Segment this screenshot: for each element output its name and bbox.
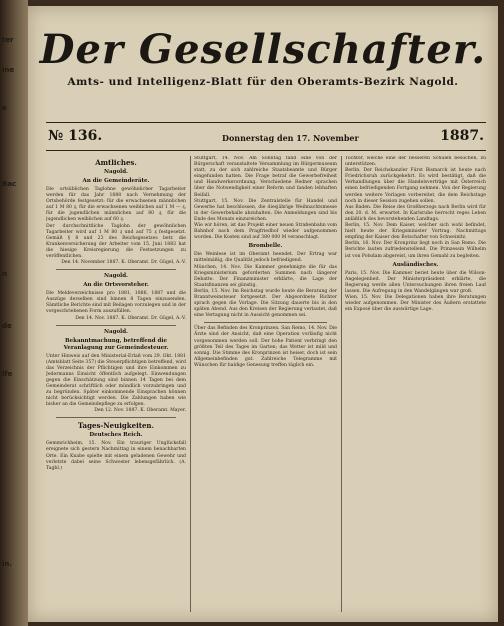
book-binding (0, 0, 28, 626)
article-text: Berlin, 15. Nov. Dem Kaiser, welcher sich wohl befindet, hielt heute der Kriegsminister Vortrag. Nachmittags empfing der Kaiser den Botschafter von Schweinitz. (345, 223, 486, 241)
issue-number: № 136. (48, 128, 103, 144)
left-fragment: e (2, 104, 7, 112)
article-text: Die Meldeverzeichnisse pro 1881, 1886, 1887 und die Auszüge derselben sind binnen 8 Tagen einzusenden. Sämtliche Berichte sind mit Beilagen vorzulegen und in der vorgeschriebenen Form auszufüllen. (46, 291, 186, 315)
article-heading: Deutsches Reich. (89, 432, 143, 439)
article-text: Die ortsüblichen Taglohne gewöhnlicher Tagarbeiter werden für das Jahr 1888 nach Vernehmung der Ortsbehörde festgesetzt: für die erwachsenen männlichen auf 1 M 80 ₰, für die erwachsenen weiblichen auf 1 M — ₰, für die jugendlichen männlichen auf 80 ₰, für die jugendlichen weiblichen auf 60 ₰. (46, 187, 186, 223)
advert-fine-print (336, 127, 452, 149)
subscription-fine-print (92, 127, 218, 149)
article-text: Unter Hinweis auf den Ministerial-Erlaß vom 29. Okt. 1881 (Amtsblatt Seite 357) die Steuerpflichtigen betreffend, wird das Verzeichnis der Pflichtigen und ihre Einkommen zu Jedermanns Einsicht öffentlich aufgelegt. Einwendungen gegen die Einschätzung sind binnen 14 Tagen bei dem Gemeinderat schriftlich oder mündlich vorzubringen und zu begründen. Später einkommende Einsprachen können nicht berücksichtigt werden. Die Zahlungen haben wie bisher an die Gemeindepflege zu erfolgen. (46, 353, 186, 408)
section-heading: Tages-Neuigkeiten. (78, 421, 154, 431)
column-1 (46, 156, 186, 612)
article-heading: Brombelle. (248, 243, 283, 250)
rule-bottom (46, 150, 486, 151)
adjacent-page-edge (0, 0, 28, 626)
article-divider (204, 322, 327, 323)
article-text: München, 14. Nov. Die Kammer genehmigte die für das Kriegsministerium geforderten Summen nach längerer Debatte. Der Finanzminister erklärte, die Lage der Staatsfinanzen sei günstig. (194, 264, 337, 288)
left-fragment: ife (2, 370, 13, 378)
article-text: Töchter, welche eine der besseren Schulen besuchen, zu unterstützen. (345, 156, 486, 168)
article-signature: Den 14. November 1887. K. Oberamt. Dr. Gügel, A.-V. (61, 260, 186, 266)
article-text: Der durchschnittliche Taglohn der gewöhnlichen Tagarbeiter wird auf 1 M 80 ₰ und auf 75 ₰ festgesetzt. Gemäß § 8 und 23 des Reichsgesetzes betr. die Krankenversicherung der Arbeiter vom 15. Juni 1883 hat die hiesige Kreisregierung die Festsetzungen zu veröffentlichen. (46, 223, 186, 260)
article-text: Aus Baden. Die Reise des Großherzogs nach Berlin wird für den 20. d. M. erwartet. In Karlsruhe herrscht reges Leben anläßlich des bevorstehenden Landtags. (345, 204, 486, 222)
issue-date: Donnerstag den 17. November (222, 133, 359, 143)
article-heading: Nagold. (104, 273, 128, 280)
article-divider (56, 269, 176, 270)
column-3 (345, 156, 486, 612)
masthead (28, 28, 498, 88)
article-heading: An die Gemeinderäte. (82, 178, 150, 184)
article-text: Berlin, 16. Nov. Der Kronprinz liegt noch in San Remo. Die Berichte lauten zufriedenstellend. Die Prinzessin Wilhelm ist von Potsdam abgereist, um ihren Gemahl zu begleiten. (345, 241, 486, 259)
left-fragment: Bac (2, 180, 17, 188)
section-heading: Amtliches. (95, 158, 137, 167)
article-text: Berlin, 15. Nov. Im Reichstag wurde heute die Beratung der Branntweinsteuer fortgesetzt. Der Abgeordnete Richter sprach gegen die Vorlage. Die Sitzung dauerte bis in den späten Abend. Aus den Kreisen der Regierung verlautet, daß eine Vertagung nicht in Aussicht genommen sei. (194, 288, 337, 319)
article-text: Stuttgart, 14. Nov. Am Sonntag fand eine von der Bürgerschaft veranstaltete Versammlung im Bürgermuseum statt, zu der sich zahlreiche Staatsbeamte und Bürger eingefunden hatten. Die Frage betraf die Gewerbefreiheit und Handwerkerordnung. Verschiedene Redner sprachen über die Notwendigkeit einer Reform und fanden lebhaften Beifall. (194, 156, 337, 198)
newspaper-title: Der Gesellschafter. (39, 26, 487, 73)
issue-year: 1887. (440, 128, 484, 144)
article-text: Berlin. Der Reichskanzler Fürst Bismarck ist heute nach Friedrichsruh zurückgekehrt. Es wird bestätigt, daß die Verhandlungen über die Handelsverträge mit Österreich einen befriedigenden Fortgang nehmen. Von der Regierung werden weitere Vorlagen vorbereitet, die dem Reichstage noch in dieser Session zugehen sollen. (345, 168, 486, 204)
left-fragment: n (2, 270, 7, 278)
column-divider (341, 156, 342, 612)
article-heading: An die Ortsvorsteher. (83, 282, 149, 289)
article-text: Wie wir hören, ist das Projekt einer neuen Straßenbahn vom Bahnhof nach dem Pragfriedhof wieder aufgenommen worden. Die Kosten sind auf 380 000 M veranschlagt. (194, 223, 337, 241)
article-heading: Nagold. (104, 328, 128, 335)
article-divider (56, 417, 176, 418)
article-text: Stuttgart, 15. Nov. Die Zentralstelle für Handel und Gewerbe hat beschlossen, die diesjährige Weihnachtsmesse in der Gewerbehalle abzuhalten. Die Anmeldungen sind bis Ende des Monats einzureichen. (194, 198, 337, 222)
left-fragment: in. (2, 560, 13, 568)
newspaper-subtitle: Amts- und Intelligenz-Blatt für den Oberamts-Bezirk Nagold. (67, 76, 459, 88)
article-signature: Den 12. Nov. 1887. K. Oberamt. Mayer. (94, 408, 186, 414)
article-text: Gemmrichheim, 15. Nov. Ein trauriger Unglücksfall ereignete sich gestern Nachmittag in einem benachbarten Orte. Ein Knabe spielte mit einem geladenen Gewehr und verletzte dabei seine Schwester lebensgefährlich. (A. Tagbl.) (46, 441, 186, 471)
article-divider (56, 325, 176, 326)
article-text: Wien, 15. Nov. Die Delegationen haben ihre Beratungen wieder aufgenommen. Der Minister des Äußern erstattete ein Exposé über die auswärtige Lage. (345, 294, 486, 313)
rule-top (46, 122, 486, 123)
scan-right-edge (498, 0, 504, 626)
article-text: Paris, 15. Nov. Die Kammer beriet heute über die Wilson-Angelegenheit. Der Ministerpräsident erklärte, die Regierung werde allen Untersuchungen ihren freien Lauf lassen. Die Aufregung in den Wandelgängen war groß. (345, 270, 486, 294)
article-heading: Ausländisches. (392, 261, 439, 268)
article-text: Über das Befinden des Kronprinzen. San Remo, 14. Nov. Die Ärzte sind der Ansicht, daß eine Operation vorläufig nicht vorgenommen werden soll. Der hohe Patient verbringt den größten Teil des Tages im Garten; das Wetter ist mild und sonnig. Die Stimme des Kronprinzen ist heiser, doch ist sein Allgemeinbefinden gut. Zahlreiche Telegramme mit Wünschen für baldige Genesung treffen täglich ein. (194, 326, 337, 368)
article-heading: Nagold. (104, 169, 128, 175)
article-text: Die Weinlese ist im Oberamt beendet. Der Ertrag war mittelmäßig, die Qualität jedoch befriedigend. (194, 252, 337, 264)
column-2 (194, 156, 337, 612)
article-heading: Bekanntmachung, betreffend die Veranlagung zur Gemeindesteuer. (63, 337, 169, 351)
left-fragment: ter (2, 36, 14, 44)
left-fragment: ine (2, 66, 15, 74)
article-signature: Den 14. Nov. 1887. K. Oberamt. Dr. Gügel, A.-V. (75, 315, 186, 321)
newspaper-page (28, 6, 498, 622)
issue-info-bar (46, 124, 486, 150)
left-fragment: de (2, 322, 12, 330)
column-divider (190, 156, 191, 612)
